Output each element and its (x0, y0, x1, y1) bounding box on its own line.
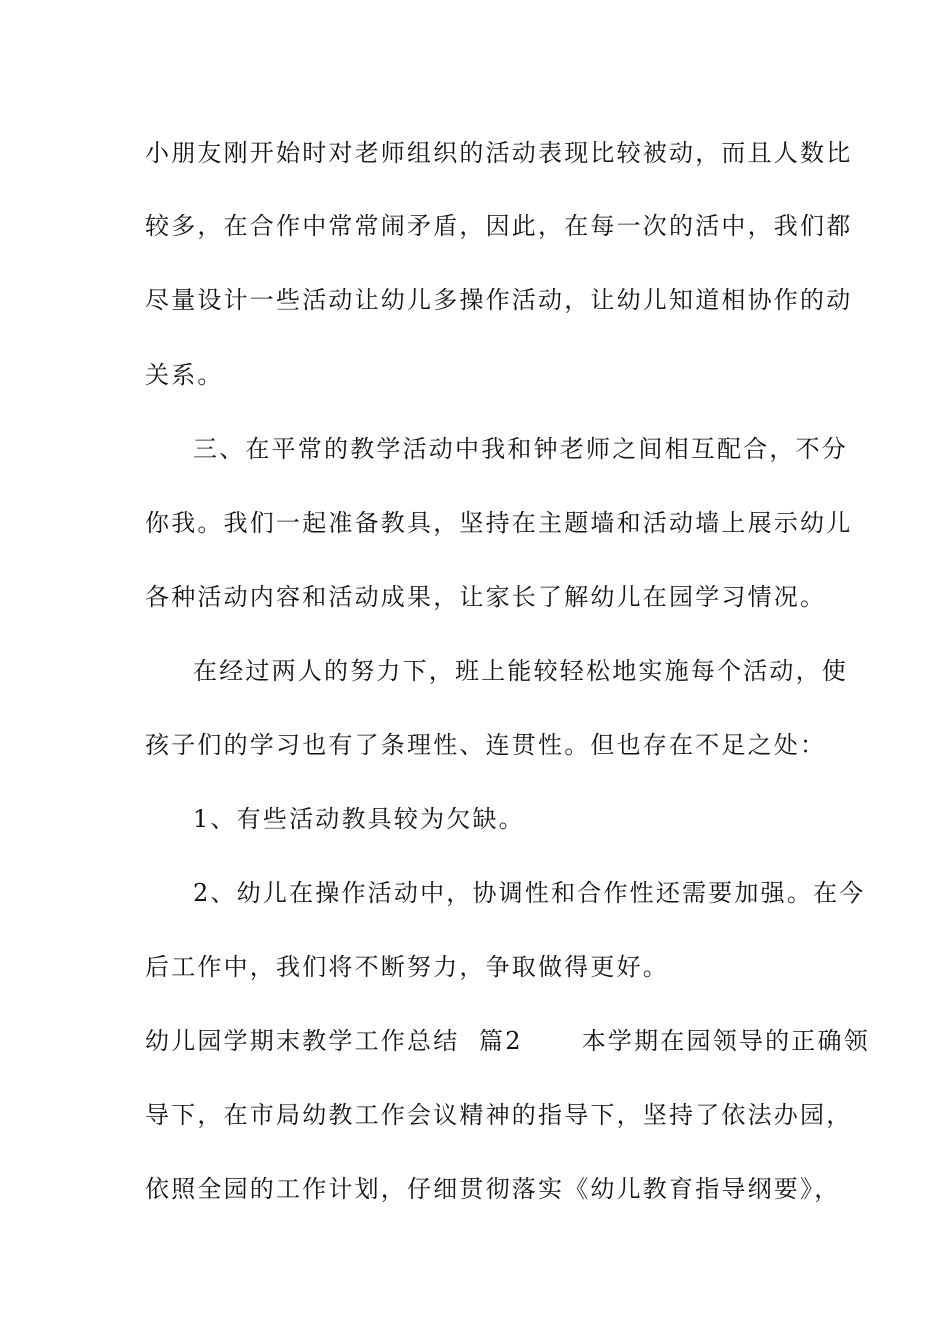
paragraph-line: 尽量设计一些活动让幼儿多操作活动，让幼儿知道相协作的动 (145, 286, 853, 314)
list-item: 1、有些活动教具较为欠缺。 (193, 805, 525, 833)
paragraph-line: 导下，在市局幼教工作会议精神的指导下，坚持了依法办园， (145, 1101, 853, 1129)
paragraph-line: 依照全园的工作计划，仔细贯彻落实《幼儿教育指导纲要》， (145, 1175, 841, 1203)
paragraph-line: 你我。我们一起准备教具，坚持在主题墙和活动墙上展示幼儿 (145, 509, 853, 537)
paragraph-line: 孩子们的学习也有了条理性、连贯性。但也存在不足之处： (145, 731, 827, 759)
paragraph-line: 各种活动内容和活动成果，让家长了解幼儿在园学习情况。 (145, 583, 827, 611)
list-item: 2、幼儿在操作活动中，协调性和合作性还需要加强。在今 (193, 879, 866, 907)
paragraph-line: 较多，在合作中常常闹矛盾，因此，在每一次的活中，我们都 (145, 212, 853, 240)
paragraph-line: 后工作中，我们将不断努力，争取做得更好。 (145, 953, 669, 981)
paragraph-line: 小朋友刚开始时对老师组织的活动表现比较被动，而且人数比 (145, 139, 853, 167)
section-heading-line: 幼儿园学期末教学工作总结 篇2 本学期在园领导的正确领 (145, 1027, 870, 1055)
paragraph-line: 关系。 (145, 361, 224, 389)
paragraph-line: 在经过两人的努力下，班上能较轻松地实施每个活动，使 (193, 657, 848, 685)
paragraph-line: 三、在平常的教学活动中我和钟老师之间相互配合，不分 (193, 435, 848, 463)
